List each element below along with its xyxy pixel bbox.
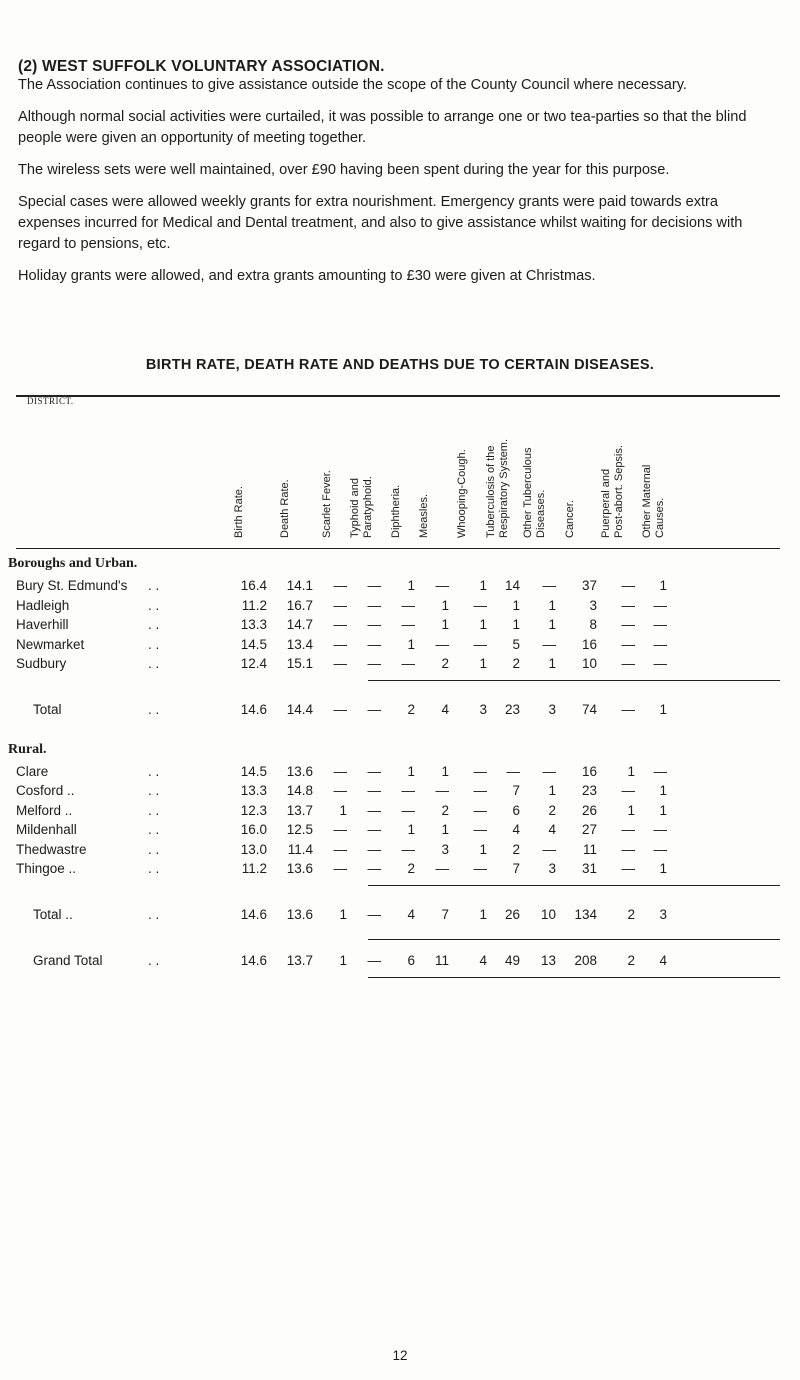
cell-value: 1 <box>512 617 520 632</box>
cell-value: — <box>542 763 556 779</box>
row-leader: . . <box>148 802 160 818</box>
cell-value: 2 <box>441 802 449 818</box>
row-leader: . . <box>148 578 160 593</box>
column-header <box>522 398 548 538</box>
cell-value: 74 <box>581 701 597 717</box>
row-leader: . . <box>148 822 160 837</box>
district-name: Hadleigh <box>16 597 70 613</box>
cell-value: 1 <box>479 906 487 922</box>
cell-value: — <box>621 636 635 652</box>
row-leader: . . <box>148 763 160 779</box>
district-name: Haverhill <box>16 617 69 632</box>
district-name: Mildenhall <box>16 822 77 837</box>
cell-value: 13 <box>540 952 556 968</box>
cell-value: — <box>333 578 347 593</box>
cell-value: — <box>473 822 487 837</box>
column-header <box>418 398 432 538</box>
cell-value: — <box>653 822 667 837</box>
cell-value: 26 <box>581 802 597 818</box>
cell-value: 16.7 <box>286 597 313 613</box>
column-header-line: Cancer. <box>564 500 576 538</box>
cell-value: — <box>435 783 449 798</box>
cell-value: — <box>621 783 635 798</box>
cell-value: 12.5 <box>286 822 313 837</box>
cell-value: 14 <box>504 578 520 593</box>
cell-value: 1 <box>548 656 556 671</box>
cell-value: 26 <box>504 906 520 922</box>
cell-value: 8 <box>589 617 597 632</box>
cell-value: — <box>367 763 381 779</box>
cell-value: 134 <box>574 906 597 922</box>
table-title: BIRTH RATE, DEATH RATE AND DEATHS DUE TO CERTAIN DISEASES. <box>145 357 655 373</box>
cell-value: — <box>653 656 667 671</box>
cell-value: 13.3 <box>240 783 267 798</box>
cell-value: 1 <box>479 841 487 857</box>
cell-value: 37 <box>581 578 597 593</box>
cell-value: 4 <box>659 952 667 968</box>
table-rule <box>16 395 780 397</box>
cell-value: — <box>367 822 381 837</box>
cell-value: — <box>367 861 381 876</box>
cell-value: — <box>542 636 556 652</box>
cell-value: — <box>473 861 487 876</box>
cell-value: — <box>401 841 415 857</box>
cell-value: — <box>333 597 347 613</box>
cell-value: 1 <box>659 701 667 717</box>
cell-value: 4 <box>479 952 487 968</box>
cell-value: — <box>333 783 347 798</box>
table-row <box>0 803 800 821</box>
cell-value: — <box>367 701 381 717</box>
cell-value: — <box>473 597 487 613</box>
row-leader: . . <box>148 783 160 798</box>
cell-value: 1 <box>339 906 347 922</box>
cell-value: 208 <box>574 952 597 968</box>
table-row <box>0 842 800 860</box>
cell-value: — <box>367 841 381 857</box>
column-header <box>321 398 335 538</box>
cell-value: — <box>653 636 667 652</box>
paragraph: The Association continues to give assistance outside the scope of the County Council where necessary. <box>18 77 687 93</box>
cell-value: 2 <box>627 906 635 922</box>
cell-value: 1 <box>548 783 556 798</box>
cell-value: — <box>367 802 381 818</box>
paragraph: Special cases were allowed weekly grants for extra nourishment. Emergency grants were paid towards extra expenses incurred for Medical and Dental treatment, and also to give assistance whilst waiting for decisions with regard to pensions, etc. <box>18 194 743 252</box>
cell-value: — <box>473 802 487 818</box>
cell-value: — <box>435 861 449 876</box>
cell-value: — <box>367 783 381 798</box>
row-leader: . . <box>148 952 160 968</box>
column-header-line: Diphtheria. <box>390 484 402 538</box>
cell-value: 1 <box>659 783 667 798</box>
cell-value: — <box>401 617 415 632</box>
cell-value: 10 <box>540 906 556 922</box>
column-header-line: Causes. <box>653 497 666 538</box>
cell-value: 2 <box>512 841 520 857</box>
cell-value: 7 <box>512 783 520 798</box>
table-row <box>0 783 800 801</box>
cell-value: 1 <box>479 617 487 632</box>
cell-value: 13.0 <box>240 841 267 857</box>
cell-value: — <box>473 763 487 779</box>
cell-value: 11.4 <box>287 841 313 857</box>
cell-value: 13.7 <box>286 802 313 818</box>
cell-value: 14.1 <box>286 578 313 593</box>
column-header-line: Death Rate. <box>279 479 291 538</box>
column-header-line: Tuberculosis of the <box>485 445 497 538</box>
table-row <box>0 578 800 596</box>
cell-value: — <box>367 636 381 652</box>
cell-value: 2 <box>627 952 635 968</box>
cell-value: 13.7 <box>286 952 313 968</box>
column-header <box>390 398 404 538</box>
table-rule <box>368 680 780 681</box>
body-text <box>18 75 784 298</box>
column-header-line: Other Maternal <box>641 464 653 538</box>
cell-value: — <box>367 906 381 922</box>
table-rule <box>16 548 780 549</box>
cell-value: 4 <box>512 822 520 837</box>
cell-value: 16 <box>581 636 597 652</box>
column-header <box>600 398 626 538</box>
table-rule <box>368 885 780 886</box>
cell-value: 11 <box>434 952 449 968</box>
cell-value: — <box>333 656 347 671</box>
column-header-line: Scarlet Fever. <box>321 470 333 538</box>
cell-value: 14.7 <box>286 617 313 632</box>
cell-value: — <box>542 578 556 593</box>
cell-value: 13.6 <box>286 763 313 779</box>
cell-value: 1 <box>407 763 415 779</box>
district-name: Bury St. Edmund's <box>16 578 128 593</box>
cell-value: 14.6 <box>240 952 267 968</box>
cell-value: 3 <box>548 701 556 717</box>
table-rule <box>368 939 780 940</box>
row-leader: . . <box>148 906 160 922</box>
district-name: Cosford .. <box>16 783 75 798</box>
cell-value: 3 <box>548 861 556 876</box>
cell-value: 1 <box>407 636 415 652</box>
cell-value: 1 <box>407 822 415 837</box>
cell-value: 7 <box>441 906 449 922</box>
district-name: Total .. <box>33 906 73 922</box>
total-row <box>0 953 800 971</box>
column-header <box>456 398 470 538</box>
section-label: Rural. <box>8 741 47 757</box>
cell-value: 6 <box>512 802 520 818</box>
row-leader: . . <box>148 701 160 717</box>
cell-value: — <box>435 636 449 652</box>
column-header <box>485 398 511 538</box>
table-row <box>0 617 800 635</box>
cell-value: — <box>621 822 635 837</box>
cell-value: — <box>333 861 347 876</box>
cell-value: 11 <box>582 841 597 857</box>
district-column-header: DISTRICT. <box>27 396 74 406</box>
cell-value: — <box>401 597 415 613</box>
column-header <box>279 398 293 538</box>
cell-value: 11.2 <box>241 597 267 613</box>
cell-value: 27 <box>581 822 597 837</box>
row-leader: . . <box>148 656 160 671</box>
cell-value: 1 <box>627 802 635 818</box>
table-row <box>0 861 800 879</box>
cell-value: — <box>473 783 487 798</box>
cell-value: 14.4 <box>286 701 313 717</box>
cell-value: 12.4 <box>240 656 267 671</box>
column-header-line: Respiratory System. <box>497 438 510 538</box>
column-header-line: Measles. <box>418 493 430 538</box>
cell-value: 14.5 <box>240 636 267 652</box>
cell-value: — <box>367 656 381 671</box>
total-row <box>0 702 800 720</box>
cell-value: 2 <box>407 861 415 876</box>
district-name: Thedwastre <box>16 841 87 857</box>
cell-value: — <box>401 656 415 671</box>
cell-value: 1 <box>441 763 449 779</box>
cell-value: 2 <box>512 656 520 671</box>
cell-value: 1 <box>548 617 556 632</box>
cell-value: 1 <box>548 597 556 613</box>
cell-value: 1 <box>339 802 347 818</box>
column-header-line: Whooping-Cough. <box>456 449 468 538</box>
column-header-line: Typhoid and <box>349 478 361 538</box>
cell-value: 13.6 <box>286 906 313 922</box>
cell-value: 12.3 <box>240 802 267 818</box>
column-header <box>641 398 667 538</box>
section-heading: (2) WEST SUFFOLK VOLUNTARY ASSOCIATION. <box>18 58 385 75</box>
cell-value: 2 <box>441 656 449 671</box>
cell-value: 3 <box>479 701 487 717</box>
page-number: 12 <box>392 1348 408 1363</box>
cell-value: — <box>542 841 556 857</box>
column-header <box>233 398 247 538</box>
table-row <box>0 656 800 674</box>
cell-value: 1 <box>627 763 635 779</box>
cell-value: 2 <box>407 701 415 717</box>
cell-value: — <box>333 822 347 837</box>
cell-value: — <box>621 701 635 717</box>
cell-value: 1 <box>441 597 449 613</box>
cell-value: 13.3 <box>240 617 267 632</box>
cell-value: 16.0 <box>240 822 267 837</box>
cell-value: — <box>653 597 667 613</box>
row-leader: . . <box>148 597 160 613</box>
cell-value: 16.4 <box>240 578 267 593</box>
cell-value: 16 <box>581 763 597 779</box>
table-row <box>0 822 800 840</box>
cell-value: — <box>621 617 635 632</box>
cell-value: 11.2 <box>241 861 267 876</box>
paragraph: Holiday grants were allowed, and extra grants amounting to £30 were given at Christmas. <box>18 268 596 284</box>
cell-value: 23 <box>504 701 520 717</box>
cell-value: 49 <box>504 952 520 968</box>
cell-value: 1 <box>512 597 520 613</box>
column-header-line: Post-abort. Sepsis. <box>612 445 625 538</box>
cell-value: 14.6 <box>240 701 267 717</box>
cell-value: 3 <box>659 906 667 922</box>
column-header <box>349 398 375 538</box>
cell-value: — <box>621 656 635 671</box>
district-name: Sudbury <box>16 656 67 671</box>
cell-value: 4 <box>441 701 449 717</box>
cell-value: 1 <box>659 578 667 593</box>
cell-value: — <box>333 841 347 857</box>
cell-value: — <box>367 617 381 632</box>
cell-value: 5 <box>512 636 520 652</box>
cell-value: 10 <box>581 656 597 671</box>
cell-value: — <box>473 636 487 652</box>
cell-value: 14.5 <box>240 763 267 779</box>
district-name: Thingoe .. <box>16 861 77 876</box>
district-name: Melford .. <box>16 802 73 818</box>
cell-value: 14.6 <box>240 906 267 922</box>
cell-value: — <box>621 597 635 613</box>
paragraph: Although normal social activities were curtailed, it was possible to arrange one or two tea-parties so that the blind people were given an opportunity of meeting together. <box>18 109 747 146</box>
table-row <box>0 598 800 616</box>
column-header-line: Paratyphoid. <box>361 476 374 538</box>
cell-value: — <box>401 802 415 818</box>
cell-value: — <box>435 578 449 593</box>
total-row <box>0 907 800 925</box>
table-row <box>0 764 800 782</box>
cell-value: 13.6 <box>286 861 313 876</box>
cell-value: 1 <box>407 578 415 593</box>
cell-value: 1 <box>659 861 667 876</box>
table-rule <box>368 977 780 979</box>
row-leader: . . <box>148 636 160 652</box>
column-header-line: Birth Rate. <box>233 486 245 538</box>
cell-value: 2 <box>548 802 556 818</box>
cell-value: 1 <box>441 822 449 837</box>
table-row <box>0 637 800 655</box>
cell-value: 23 <box>581 783 597 798</box>
cell-value: — <box>367 578 381 593</box>
cell-value: — <box>333 617 347 632</box>
column-header-line: Diseases. <box>534 489 547 538</box>
row-leader: . . <box>148 617 160 632</box>
row-leader: . . <box>148 861 160 876</box>
cell-value: 4 <box>407 906 415 922</box>
cell-value: 3 <box>589 597 597 613</box>
cell-value: — <box>621 841 635 857</box>
cell-value: 1 <box>479 578 487 593</box>
district-name: Grand Total <box>33 952 103 968</box>
cell-value: — <box>333 701 347 717</box>
cell-value: 7 <box>512 861 520 876</box>
cell-value: 15.1 <box>286 656 313 671</box>
cell-value: — <box>333 636 347 652</box>
district-name: Newmarket <box>16 636 85 652</box>
cell-value: 3 <box>441 841 449 857</box>
cell-value: — <box>401 783 415 798</box>
cell-value: — <box>653 841 667 857</box>
cell-value: 1 <box>479 656 487 671</box>
cell-value: — <box>367 597 381 613</box>
cell-value: 31 <box>581 861 597 876</box>
cell-value: 4 <box>548 822 556 837</box>
cell-value: — <box>333 763 347 779</box>
cell-value: — <box>367 952 381 968</box>
column-header-line: Puerperal and <box>600 468 612 538</box>
cell-value: — <box>621 578 635 593</box>
cell-value: 6 <box>407 952 415 968</box>
cell-value: 1 <box>441 617 449 632</box>
section-label: Boroughs and Urban. <box>8 556 138 571</box>
paragraph: The wireless sets were well maintained, over £90 having been spent during the year for this purpose. <box>18 162 670 178</box>
row-leader: . . <box>148 841 160 857</box>
column-header <box>564 398 578 538</box>
cell-value: — <box>653 617 667 632</box>
cell-value: 1 <box>659 802 667 818</box>
column-header-line: Other Tuberculous <box>522 447 534 538</box>
district-name: Clare <box>16 763 49 779</box>
cell-value: — <box>506 763 520 779</box>
cell-value: 14.8 <box>286 783 313 798</box>
district-name: Total <box>33 701 62 717</box>
cell-value: 13.4 <box>286 636 313 652</box>
cell-value: — <box>621 861 635 876</box>
cell-value: 1 <box>339 952 347 968</box>
cell-value: — <box>653 763 667 779</box>
